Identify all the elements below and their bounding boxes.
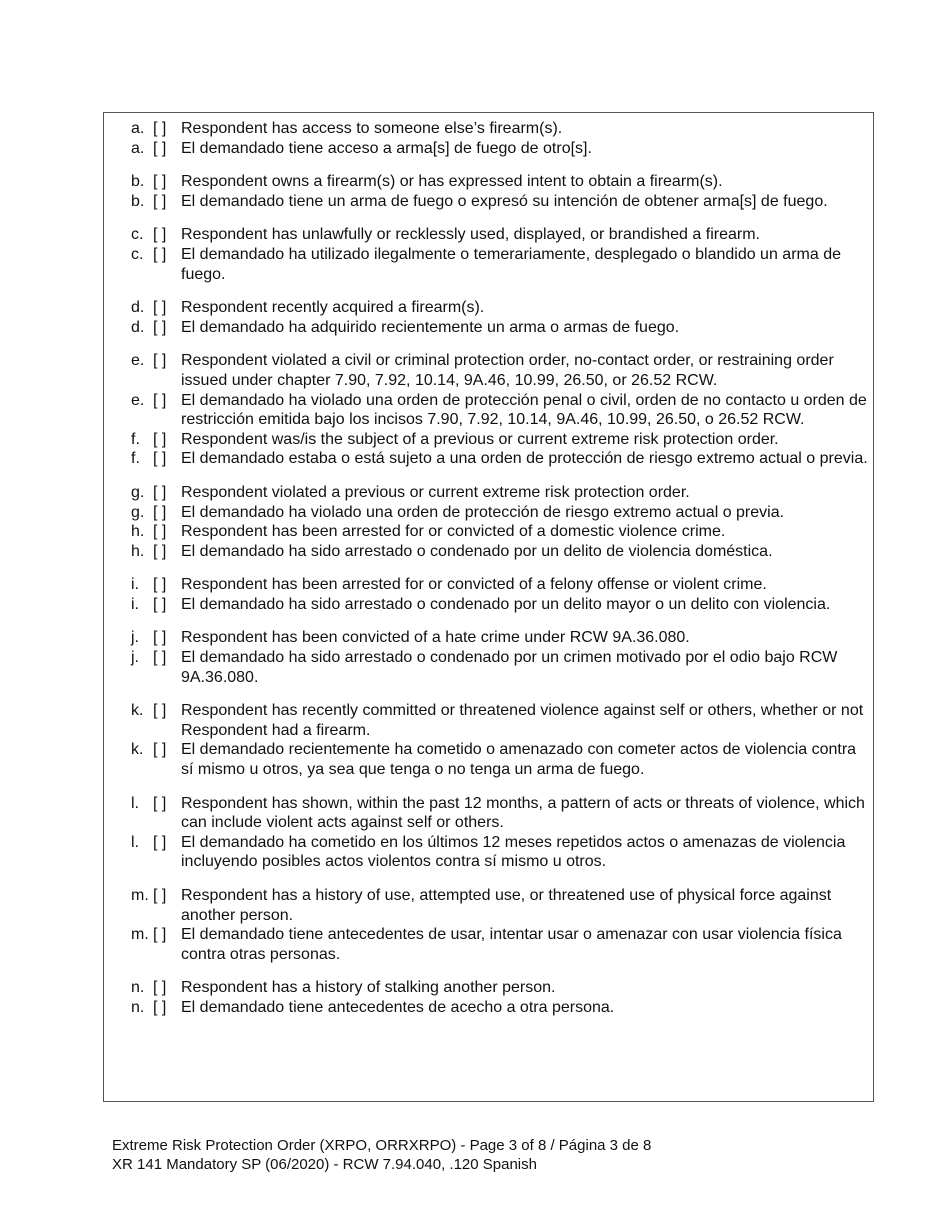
item-letter: i. [131,595,139,613]
item-text: El demandado estaba o está sujeto a una orden de protección de riesgo extremo actual o previa. [181,450,868,468]
item-letter: d. [131,318,145,336]
criteria-item [131,648,871,687]
criteria-item [131,351,871,390]
criteria-item [131,628,871,648]
item-text: Respondent recently acquired a firearm(s). [181,299,485,317]
checkbox[interactable]: [ ] [153,139,167,157]
item-letter: l. [131,794,139,812]
criteria-group [131,430,871,469]
checkbox[interactable]: [ ] [153,629,167,647]
item-letter: f. [131,450,140,468]
criteria-item [131,522,871,542]
criteria-item [131,430,871,450]
item-letter: m. [131,887,149,904]
criteria-item [131,225,871,245]
criteria-group [131,794,871,872]
criteria-group [131,575,871,614]
checkbox[interactable]: [ ] [153,173,167,191]
checkbox[interactable]: [ ] [153,352,167,370]
checkbox[interactable]: [ ] [153,741,167,759]
criteria-item [131,886,871,925]
criteria-item [131,701,871,740]
criteria-group [131,483,871,522]
criteria-item [131,542,871,562]
criteria-group [131,886,871,964]
criteria-group [131,225,871,284]
item-letter: a. [131,120,145,137]
item-letter: b. [131,192,145,210]
criteria-item [131,245,871,284]
item-text: Respondent violated a previous or current extreme risk protection order. [181,483,690,501]
item-text: Respondent has been convicted of a hate crime under RCW 9A.36.080. [181,629,690,647]
checkbox[interactable]: [ ] [153,926,167,944]
checkbox[interactable]: [ ] [153,450,167,468]
criteria-item [131,119,871,139]
criteria-item [131,172,871,192]
item-letter: e. [131,391,145,409]
item-text: Respondent has unlawfully or recklessly used, displayed, or brandished a firearm. [181,226,760,244]
criteria-item [131,483,871,503]
checkbox[interactable]: [ ] [153,979,167,997]
criteria-item [131,503,871,523]
checkbox[interactable]: [ ] [153,998,167,1016]
item-letter: i. [131,576,139,594]
criteria-item [131,139,871,159]
checkbox[interactable]: [ ] [153,542,167,560]
item-letter: h. [131,523,145,541]
criteria-group [131,298,871,337]
criteria-item [131,575,871,595]
item-text: El demandado ha sido arrestado o condenado por un delito de violencia doméstica. [181,542,773,560]
checkbox[interactable]: [ ] [153,120,167,137]
item-text: Respondent has recently committed or threatened violence against self or others, whether or not Respondent had a firearm. [181,702,864,739]
criteria-group [131,628,871,687]
criteria-item [131,391,871,430]
criteria-item [131,298,871,318]
item-text: El demandado tiene antecedentes de usar, intentar usar o amenazar con usar violencia física contra otras personas. [181,926,842,963]
item-letter: k. [131,702,144,720]
criteria-item [131,449,871,469]
item-letter: c. [131,245,144,263]
item-letter: n. [131,979,145,997]
item-text: El demandado ha utilizado ilegalmente o temerariamente, desplegado o blandido un arma de fuego. [181,245,841,283]
item-letter: g. [131,503,145,521]
criteria-item [131,998,871,1018]
criteria-group [131,119,871,158]
item-text: El demandado tiene acceso a arma[s] de fuego de otro[s]. [181,139,592,157]
checkbox[interactable]: [ ] [153,318,167,336]
criteria-group [131,978,871,1017]
checkbox[interactable]: [ ] [153,299,167,317]
footer-title: Extreme Risk Protection Order (XRPO, ORRXRPO) - Page 3 of 8 / Página 3 de 8 [112,1137,652,1154]
item-letter: g. [131,483,145,501]
item-text: Respondent owns a firearm(s) or has expressed intent to obtain a firearm(s). [181,173,723,191]
checkbox[interactable]: [ ] [153,887,167,904]
criteria-item [131,318,871,338]
item-letter: h. [131,542,145,560]
checkbox[interactable]: [ ] [153,576,167,594]
criteria-group [131,351,871,429]
criteria-box [103,112,874,1102]
item-text: El demandado ha violado una orden de protección de riesgo extremo actual o previa. [181,503,785,521]
item-text: Respondent has a history of stalking another person. [181,979,556,997]
item-text: Respondent was/is the subject of a previous or current extreme risk protection order. [181,430,779,448]
item-text: Respondent has been arrested for or convicted of a domestic violence crime. [181,523,726,541]
checkbox[interactable]: [ ] [153,430,167,448]
item-text: El demandado tiene antecedentes de acecho a otra persona. [181,998,615,1016]
criteria-group [131,522,871,561]
item-letter: j. [131,649,139,667]
checkbox[interactable]: [ ] [153,503,167,521]
item-letter: k. [131,741,144,759]
criteria-item [131,833,871,872]
item-letter: j. [131,629,139,647]
criteria-item [131,794,871,833]
checkbox[interactable]: [ ] [153,833,167,851]
item-text: Respondent has access to someone else’s firearm(s). [181,120,563,137]
criteria-item [131,595,871,615]
item-letter: f. [131,430,140,448]
item-letter: l. [131,833,139,851]
item-text: Respondent has been arrested for or convicted of a felony offense or violent crime. [181,576,767,594]
checkbox[interactable]: [ ] [153,702,167,720]
item-text: El demandado ha cometido en los últimos 12 meses repetidos actos o amenazas de violencia incluyendo posibles actos violentos contra sí mismo u otros. [181,833,846,871]
checkbox[interactable]: [ ] [153,483,167,501]
item-letter: d. [131,299,145,317]
criteria-item [131,978,871,998]
item-letter: a. [131,139,145,157]
criteria-item [131,192,871,212]
item-text: El demandado ha sido arrestado o condenado por un crimen motivado por el odio bajo RCW 9A.36.080. [181,649,838,686]
checkbox[interactable]: [ ] [153,391,167,409]
item-text: El demandado ha adquirido recientemente un arma o armas de fuego. [181,318,680,336]
item-text: Respondent violated a civil or criminal protection order, no-contact order, or restraining order issued under chapter 7.90, 7.92, 10.14, 9A.46, 10.99, 26.50, or 26.52 RCW. [181,352,834,389]
item-letter: b. [131,173,145,191]
criteria-item [131,925,871,964]
item-letter: e. [131,352,145,370]
item-letter: m. [131,926,149,944]
checkbox[interactable]: [ ] [153,595,167,613]
item-text: Respondent has shown, within the past 12 months, a pattern of acts or threats of violence, which can include violent acts against self or others. [181,794,865,832]
item-letter: c. [131,226,144,244]
item-text: El demandado ha sido arrestado o condenado por un delito mayor o un delito con violencia. [181,595,831,613]
checkbox[interactable]: [ ] [153,649,167,667]
criteria-list [131,119,871,1032]
checkbox[interactable]: [ ] [153,192,167,210]
checkbox[interactable]: [ ] [153,245,167,263]
checkbox[interactable]: [ ] [153,794,167,812]
page-footer [112,1137,651,1174]
footer-form-id: XR 141 Mandatory SP (06/2020) - RCW 7.94.040, .120 Spanish [112,1155,537,1173]
criteria-group [131,701,871,779]
item-text: Respondent has a history of use, attempted use, or threatened use of physical force against another person. [181,887,832,924]
checkbox[interactable]: [ ] [153,226,167,244]
criteria-item [131,740,871,779]
item-text: El demandado recientemente ha cometido o amenazado con cometer actos de violencia contra sí mismo u otros, ya sea que tenga o no tenga un arma de fuego. [181,741,857,779]
item-text: El demandado ha violado una orden de protección penal o civil, orden de no contacto u orden de restricción emitida bajo los incisos 7.90, 7.92, 10.14, 9A.46, 10.99, 26.50, o 26.52 RCW. [181,391,867,429]
item-text: El demandado tiene un arma de fuego o expresó su intención de obtener arma[s] de fuego. [181,192,828,210]
checkbox[interactable]: [ ] [153,523,167,541]
criteria-group [131,172,871,211]
item-letter: n. [131,998,145,1016]
